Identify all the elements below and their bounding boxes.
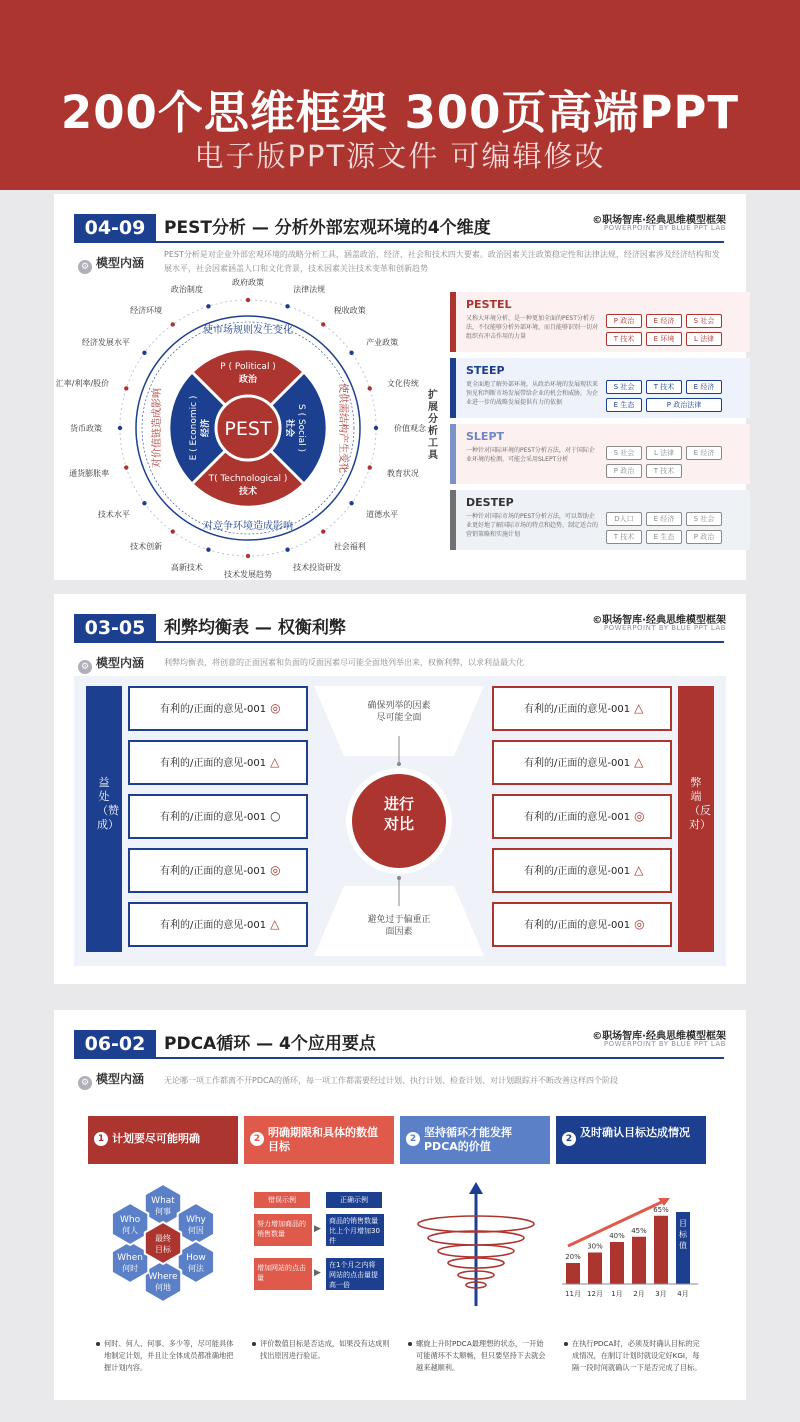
compare-label: 进行对比 <box>383 795 414 833</box>
pest-center-label: PEST <box>224 418 272 440</box>
right-example: 在1个月之内将网站的点击量提高一倍 <box>326 1258 384 1290</box>
bar-label: 40% <box>609 1232 625 1240</box>
rating-symbol: △ <box>634 863 644 877</box>
model-label: 模型内涵 <box>96 256 145 270</box>
outer-factor: 社会福利 <box>333 542 366 552</box>
month-label: 11月 <box>565 1290 581 1298</box>
pest-diagram <box>55 278 428 579</box>
point-text-4: 在执行PDCA时，必须及时确认目标的完成情况，在制订计划时就设定好KGI，每隔一段时间就确认一下是否完成了目标。 <box>564 1338 704 1374</box>
ext-tools-label: 扩展分析工具 <box>428 390 438 461</box>
outer-factor: 经济环境 <box>130 305 163 315</box>
con-item: 有利的/正面的意见-001 △ <box>492 848 672 893</box>
bar <box>632 1237 646 1284</box>
hexagon-center <box>145 1222 181 1264</box>
tool-card-pestel <box>450 292 750 352</box>
bar-label: 45% <box>631 1226 647 1235</box>
tool-tag: E 环境 <box>646 332 682 346</box>
brand-name: ©职场智库·经典思维模型框架 <box>592 215 726 226</box>
hex-cn: 何地 <box>155 1283 171 1292</box>
ring-bottom-label: 对竞争环境造成影响 <box>203 521 293 532</box>
wrong-example: 增加网站的点击量 <box>254 1258 312 1290</box>
tool-tag: S 社会 <box>606 446 642 460</box>
ring-left-label: 对价值链造成影响 <box>152 388 163 468</box>
outer-factor: 技术发展趋势 <box>224 570 272 579</box>
factor-dot <box>206 304 210 308</box>
pro-item: 有利的/正面的意见-001 ◎ <box>128 686 308 731</box>
factor-dot <box>349 501 353 505</box>
model-desc: 无论哪一项工作都离不开PDCA的循环，每一项工作都需要经过计划、执行计划、检查计划、对计划跟踪并不断改善这样四个阶段 <box>164 1076 619 1085</box>
section-title: 利弊均衡表 — 权衡利弊 <box>164 618 346 638</box>
pdca-panel <box>54 1010 746 1400</box>
spiral-icon <box>404 1180 548 1310</box>
top-banner <box>0 0 800 190</box>
tool-desc: 又称大环境分析，是一种更加全面的PEST分析方法，不仅能够分析外部环境，而且能够识别一切对组织有冲击作用的力量 <box>466 315 599 340</box>
hexagon-diagram <box>88 1176 238 1306</box>
rating-symbol: ◎ <box>634 809 645 823</box>
tool-tag: P 政治 <box>606 314 642 328</box>
right-label: 正确示例 <box>326 1192 382 1208</box>
tool-tag: T 技术 <box>646 464 682 478</box>
social-label: S ( Social ) <box>296 403 306 453</box>
brand-sub: POWERPOINT BY BLUE PPT LAB <box>603 624 726 632</box>
factor-dot <box>321 322 325 326</box>
outer-factor: 产业政策 <box>366 338 399 348</box>
wrong-example: 努力增加商品的销售数量 <box>254 1214 312 1246</box>
tool-tag: T 技术 <box>606 332 642 346</box>
point-text-2: 评价数值目标是否达成，如果没有达成则找出原因进行验证。 <box>252 1338 392 1362</box>
brand-sub: POWERPOINT BY BLUE PPT LAB <box>603 224 726 232</box>
model-icon: ⚙ <box>78 260 92 274</box>
rating-symbol: ◎ <box>270 701 281 715</box>
tool-tag: D人口 <box>606 512 642 526</box>
outer-factor: 政府政策 <box>232 278 264 287</box>
section-number: 06-02 <box>74 1030 156 1058</box>
pro-item: 有利的/正面的意见-001 △ <box>128 740 308 785</box>
model-header <box>78 1070 144 1090</box>
factor-dot <box>374 426 378 430</box>
point-header-4: 2 及时确认目标达成情况 <box>556 1116 706 1164</box>
outer-factor: 政治制度 <box>170 285 203 295</box>
factor-dot <box>118 426 122 430</box>
tool-card-slept <box>450 424 750 484</box>
factor-dot <box>349 351 353 355</box>
tools-list <box>438 292 754 562</box>
tool-tag: S 社会 <box>606 380 642 394</box>
outer-factor: 教育状况 <box>386 469 419 479</box>
tool-tag: L 法律 <box>686 332 722 346</box>
pro-item: 有利的/正面的意见-001 ○ <box>128 794 308 839</box>
model-desc: 利弊均衡表，将创意的正面因素和负面的反面因素尽可能全面地列举出来，权衡利弊，以求利益最大化 <box>164 658 524 667</box>
rating-symbol: ◎ <box>634 917 645 931</box>
target-label: 目 <box>679 1219 687 1228</box>
hex-center-label: 最终 <box>155 1234 171 1243</box>
tool-name: PESTEL <box>466 298 512 311</box>
bar <box>610 1242 624 1284</box>
outer-factor: 文化传统 <box>386 378 419 388</box>
model-label: 模型内涵 <box>96 1072 145 1086</box>
progress-chart <box>558 1176 708 1306</box>
outer-factor: 汇率/利率/股价 <box>55 378 110 388</box>
tool-tag: T 技术 <box>646 380 682 394</box>
factor-dot <box>285 548 289 552</box>
hex-en: Why <box>185 1215 206 1225</box>
political-label: P ( Political ) <box>220 362 276 372</box>
point-header-1: 1 计划要尽可能明确 <box>88 1116 238 1164</box>
tool-desc: 更全面地了解外部环境，从政治环境的发展现状来预见和判断市场发展带给企业的机会和威胁，为企业进一步的战略发展提供有力的依据 <box>466 381 599 406</box>
tool-tag: E 经济 <box>646 314 682 328</box>
factor-dot <box>368 465 372 469</box>
ring-top-label: 使市场规则发生变化 <box>203 325 293 336</box>
hex-en: How <box>186 1253 206 1263</box>
con-item: 有利的/正面的意见-001 ◎ <box>492 902 672 947</box>
pros-label: 益处（赞成） <box>97 776 119 831</box>
con-item: 有利的/正面的意见-001 △ <box>492 686 672 731</box>
economic-cn: 经济 <box>201 418 211 438</box>
rating-symbol: △ <box>270 917 280 931</box>
month-label: 12月 <box>587 1290 603 1298</box>
outer-factor: 道德水平 <box>366 509 399 519</box>
model-desc: PEST分析是对企业外部宏观环境的战略分析工具，涵盖政治、经济、社会和技术四大要素。政治因素关注政策稳定性和法律法规，经济因素涉及经济结构和发展水平，社会因素涵盖人口和文化背景，技术因素关注技术变革和创新趋势 <box>164 250 720 273</box>
factor-dot <box>246 298 250 302</box>
technological-label: T( Technological ) <box>208 474 288 484</box>
rating-symbol: △ <box>634 701 644 715</box>
hex-cn: 何因 <box>187 1226 204 1235</box>
pest-panel <box>54 194 746 580</box>
tool-name: STEEP <box>466 364 505 377</box>
month-label: 2月 <box>633 1290 645 1298</box>
rating-symbol: ○ <box>270 809 281 823</box>
hex-en: Who <box>120 1215 141 1225</box>
factor-dot <box>142 501 146 505</box>
rating-symbol: △ <box>270 755 280 769</box>
cons-label: 弊端（反对） <box>689 776 711 831</box>
right-example: 商品的销售数量比上个月增加30件 <box>326 1214 384 1246</box>
point-header-2: 2 明确期限和具体的数值目标 <box>244 1116 394 1164</box>
bar <box>566 1263 580 1284</box>
example-table <box>248 1188 388 1308</box>
balance-board <box>74 676 726 966</box>
model-header <box>78 254 144 274</box>
outer-factor: 价值观念 <box>394 424 426 433</box>
hex-cn: 何人 <box>122 1226 139 1235</box>
rating-symbol: ◎ <box>270 863 281 877</box>
section-number: 04-09 <box>74 214 156 242</box>
brand-name: ©职场智库·经典思维模型框架 <box>592 615 726 626</box>
tool-desc: 一种针对国际环境的PEST分析方法，对于国际企业环境的检测，可能会采用SLEPT分析 <box>466 447 595 463</box>
top-note: 确保列举的因素尽可能全面 <box>367 701 431 723</box>
hex-en: When <box>117 1253 144 1263</box>
tool-tag: T 技术 <box>606 530 642 544</box>
section-title: PEST分析 — 分析外部宏观环境的4个维度 <box>164 218 491 238</box>
outer-factor: 法律法规 <box>293 285 326 295</box>
outer-factor: 高新技术 <box>170 562 203 572</box>
tool-desc: 一种针对国际市场的PEST分析方法，可以帮助企业更好地了解国际市场的特点和趋势，制定适合的营销策略和实施计划 <box>466 513 599 538</box>
outer-factor: 技术创新 <box>130 542 163 552</box>
arrow-icon: ▶ <box>314 1224 321 1234</box>
con-item: 有利的/正面的意见-001 ◎ <box>492 794 672 839</box>
technological-cn: 技术 <box>238 487 258 497</box>
factor-dot <box>124 386 128 390</box>
arrow-icon: ▶ <box>314 1268 321 1278</box>
title-divider <box>74 641 724 643</box>
factor-dot <box>171 322 175 326</box>
tool-tag: P 政治 <box>686 530 722 544</box>
target-label: 标 <box>679 1230 687 1239</box>
target-label: 值 <box>679 1241 687 1250</box>
bar-label: 65% <box>653 1205 669 1214</box>
title-divider <box>74 1057 724 1059</box>
brand-sub: POWERPOINT BY BLUE PPT LAB <box>603 1040 726 1048</box>
tool-tag: E 生态 <box>606 398 642 412</box>
tool-tag: P 政治 <box>606 464 642 478</box>
pros-bar <box>86 686 122 952</box>
pro-item: 有利的/正面的意见-001 △ <box>128 902 308 947</box>
tool-tag: L 法律 <box>646 446 682 460</box>
bar <box>654 1216 668 1284</box>
factor-dot <box>246 554 250 558</box>
factor-dot <box>142 351 146 355</box>
outer-factor: 技术投资研发 <box>293 562 342 572</box>
tool-tag: P 政治法律 <box>646 398 722 412</box>
model-icon: ⚙ <box>78 1076 92 1090</box>
factor-dot <box>285 304 289 308</box>
bar-label: 20% <box>565 1253 581 1261</box>
point-text-3: 螺旋上升时PDCA最理想的状态，一开始可能循环不太顺畅，但只要坚持下去就会越来越顺利。 <box>408 1338 548 1374</box>
tool-tag: E 经济 <box>686 446 722 460</box>
hex-cn: 何时 <box>122 1264 139 1273</box>
bar-label: 30% <box>587 1242 603 1251</box>
wrong-label: 错误示例 <box>254 1192 310 1208</box>
tool-tag: E 生态 <box>646 530 682 544</box>
tool-tag: S 社会 <box>686 314 722 328</box>
bottom-note: 避免过于偏重正面因素 <box>367 915 431 937</box>
outer-factor: 技术水平 <box>97 509 130 519</box>
brand-name: ©职场智库·经典思维模型框架 <box>592 1031 726 1042</box>
bar <box>588 1253 602 1285</box>
banner-title: 200个思维框架 300页高端PPT <box>60 86 740 139</box>
factor-dot <box>368 386 372 390</box>
factor-dot <box>171 529 175 533</box>
month-label: 3月 <box>655 1290 667 1298</box>
hex-en: What <box>151 1196 175 1206</box>
model-icon: ⚙ <box>78 660 92 674</box>
outer-factor: 经济发展水平 <box>81 338 130 348</box>
tool-tag: E 经济 <box>646 512 682 526</box>
tool-name: SLEPT <box>466 430 505 443</box>
tool-card-destep <box>450 490 750 550</box>
pro-item: 有利的/正面的意见-001 ◎ <box>128 848 308 893</box>
hex-cn: 何事 <box>155 1207 171 1216</box>
point-header-3: 2 坚持循环才能发挥PDCA的价值 <box>400 1116 550 1164</box>
ring-right-label: 使供需结构产生变化 <box>337 383 348 473</box>
tool-tag: S 社会 <box>686 512 722 526</box>
political-cn: 政治 <box>238 375 258 385</box>
point-text-1: 何时、何人、何事、多少等，尽可能具体地制定计划，并且让全体成员都准确地把握计划内容。 <box>96 1338 236 1374</box>
hex-en: Where <box>148 1272 178 1282</box>
month-label: 1月 <box>611 1290 623 1298</box>
section-title: PDCA循环 — 4个应用要点 <box>164 1034 376 1054</box>
hex-cn: 何法 <box>187 1264 204 1273</box>
outer-factor: 通货膨胀率 <box>69 469 110 479</box>
factor-dot <box>321 529 325 533</box>
rating-symbol: △ <box>634 755 644 769</box>
model-header <box>78 654 144 674</box>
tool-card-steep <box>450 358 750 418</box>
hex-center-label: 目标 <box>155 1245 171 1254</box>
section-number: 03-05 <box>74 614 156 642</box>
title-divider <box>74 241 724 243</box>
pdca-columns <box>88 1116 728 1396</box>
banner-subtitle: 电子版PPT源文件 可编辑修改 <box>194 139 606 173</box>
outer-factor: 货币政策 <box>70 424 102 433</box>
con-item: 有利的/正面的意见-001 △ <box>492 740 672 785</box>
social-cn: 社会 <box>284 418 294 438</box>
tool-tag: E 经济 <box>686 380 722 394</box>
tool-name: DESTEP <box>466 496 514 509</box>
economic-label: E ( Economic ) <box>189 395 199 461</box>
factor-dot <box>206 548 210 552</box>
factor-dot <box>124 465 128 469</box>
month-label: 4月 <box>677 1290 689 1298</box>
balance-panel <box>54 594 746 984</box>
cons-bar <box>678 686 714 952</box>
outer-factor: 税收政策 <box>333 305 366 315</box>
model-label: 模型内涵 <box>96 656 145 670</box>
